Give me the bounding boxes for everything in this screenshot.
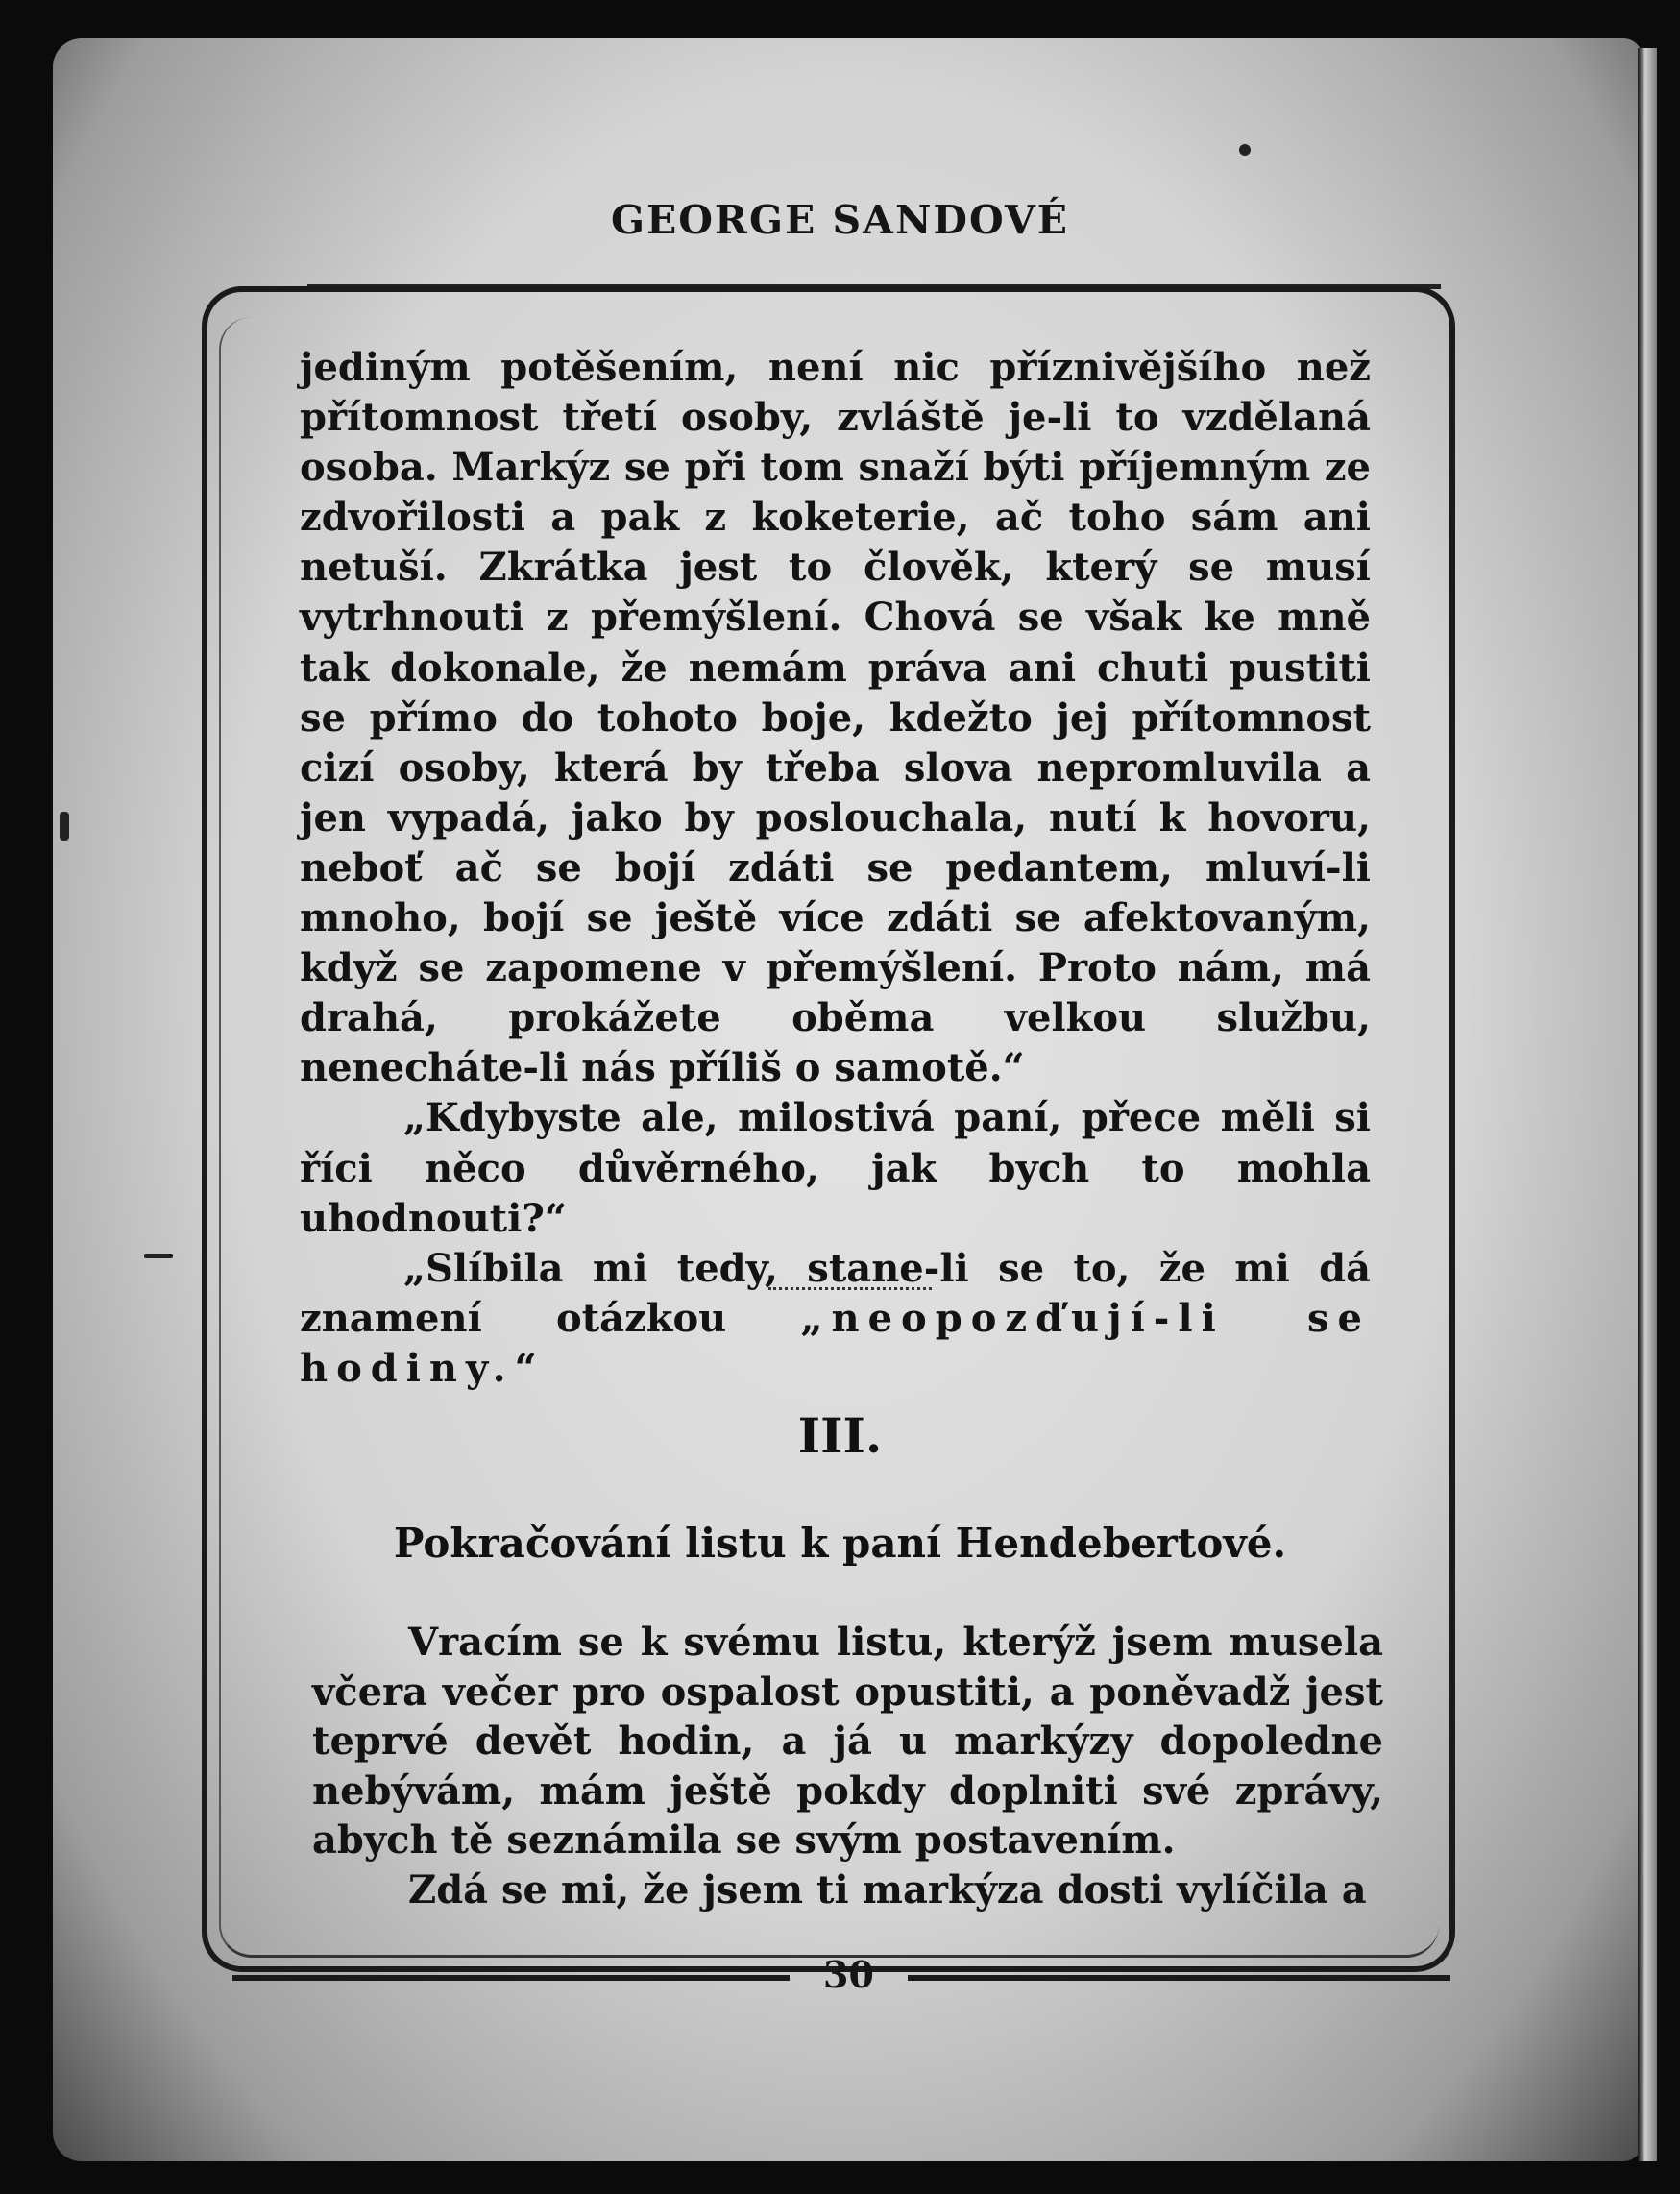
paragraph: Vracím se k svému listu, kterýž jsem musela včera večer pro ospalost opustiti, a poněvadž jest teprvé devět hodin, a já u markýzy dopoledne nebývám, mám ještě pokdy doplniti své zprávy, abych tě seznámila se svým postavením. xyxy=(312,1620,1383,1864)
spaced-emphasis: „neopozďují-li se hodiny.“ xyxy=(300,1295,1371,1391)
page-edge xyxy=(1638,48,1657,2161)
paragraph: jediným potěšením, není nic příznivějšího než přítomnost třetí osoby, zvláště je-li to vzdělaná osoba. Markýz se při tom snaží býti příjemným ze zdvořilosti a pak z koketerie, ač toho sám ani netuší. Zkrátka jest to člověk, který se musí vytrhnouti z přemýšlení. Chová se však ke mně tak dokonale, že nemám práva ani chuti pustiti se přímo do tohoto boje, kdežto jej přítomnost cizí osoby, která by třeba slova nepromluvila a jen vypadá, jako by poslouchala, nutí k hovoru, neboť ač se bojí zdáti se pedantem, mluví-li mnoho, bojí se ještě více zdáti se afektovaným, když se zapomene v přemýšlení. Proto nám, má drahá, prokážete oběma velkou službu, nenecháte-li nás příliš o samotě.“ xyxy=(300,345,1371,1091)
section-ornament xyxy=(768,1287,932,1298)
paragraph-lead: „Slíbila mi tedy, stane-li se to, že mi dá znamení otázkou xyxy=(300,1245,1371,1341)
body-text-block-2 xyxy=(312,1618,1383,1915)
chapter-title: Pokračování listu k paní Hendebertové. xyxy=(393,1520,1287,1567)
paragraph: Zdá se mi, že jsem ti markýza dosti vylíčila a xyxy=(408,1866,1367,1913)
body-text-block-1 xyxy=(300,343,1371,1394)
print-speck xyxy=(60,812,69,841)
footer-rule-right xyxy=(908,1975,1450,1981)
paragraph xyxy=(300,1244,1371,1394)
chapter-number: III. xyxy=(797,1407,883,1464)
running-head: GEORGE SANDOVÉ xyxy=(610,197,1070,243)
footer-rule-left xyxy=(232,1975,790,1981)
print-speck xyxy=(1239,144,1251,156)
paragraph: „Kdybyste ale, milostivá paní, přece měli si říci něco důvěrného, jak bych to mohla uhodnouti?“ xyxy=(300,1095,1371,1241)
page-number: 30 xyxy=(823,1953,874,1996)
print-speck xyxy=(144,1254,173,1258)
